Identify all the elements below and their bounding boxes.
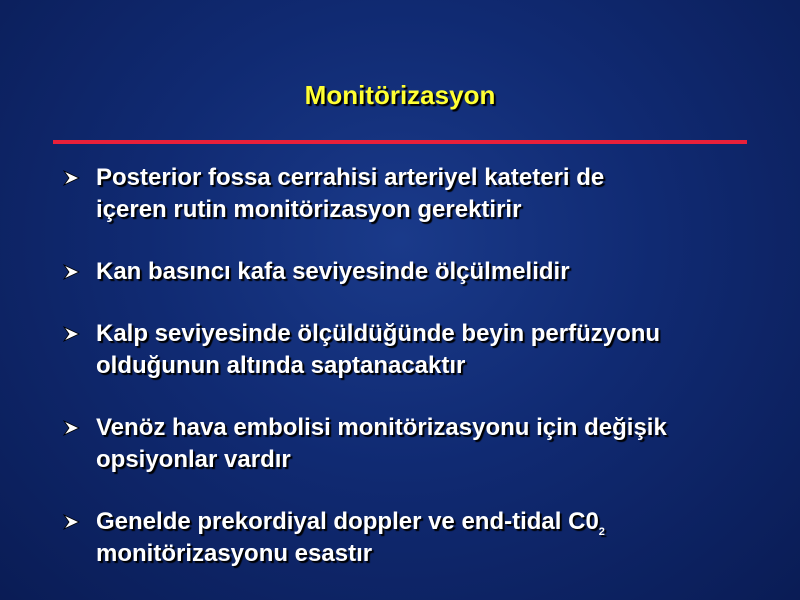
arrow-bullet-icon: [62, 506, 96, 538]
bullet-line: monitörizasyonu esastır: [96, 540, 373, 567]
arrow-bullet-icon: [62, 162, 96, 194]
bullet-line: Venöz hava embolisi monitörizasyonu için değişik: [96, 414, 667, 441]
bullet-text: [96, 256, 752, 288]
bullet-item: [62, 412, 752, 476]
slide-title: Monitörizasyon: [304, 80, 496, 110]
bullet-text: [96, 506, 752, 570]
bullet-item: [62, 256, 752, 288]
bullet-line: Kan basıncı kafa seviyesinde ölçülmelidir: [96, 258, 570, 285]
bullet-text: [96, 318, 752, 382]
bullet-line: Kalp seviyesinde ölçüldüğünde beyin perfüzyonu: [96, 320, 661, 347]
bullet-list: [62, 162, 752, 570]
bullet-line: Genelde prekordiyal doppler ve end-tidal C0: [96, 508, 599, 535]
bullet-line: içeren rutin monitörizasyon gerektirir: [96, 196, 522, 223]
bullet-item: [62, 162, 752, 226]
arrow-bullet-icon: [62, 412, 96, 444]
bullet-line: Posterior fossa cerrahisi arteriyel kateteri de: [96, 164, 605, 191]
bullet-text: [96, 162, 752, 226]
subscript: 2: [598, 525, 605, 538]
title-divider: [53, 140, 747, 144]
bullet-item: [62, 506, 752, 570]
arrow-bullet-icon: [62, 318, 96, 350]
bullet-text: [96, 412, 752, 476]
bullet-line: olduğunun altında saptanacaktır: [96, 352, 466, 379]
arrow-bullet-icon: [62, 256, 96, 288]
bullet-item: [62, 318, 752, 382]
bullet-line: opsiyonlar vardır: [96, 446, 291, 473]
